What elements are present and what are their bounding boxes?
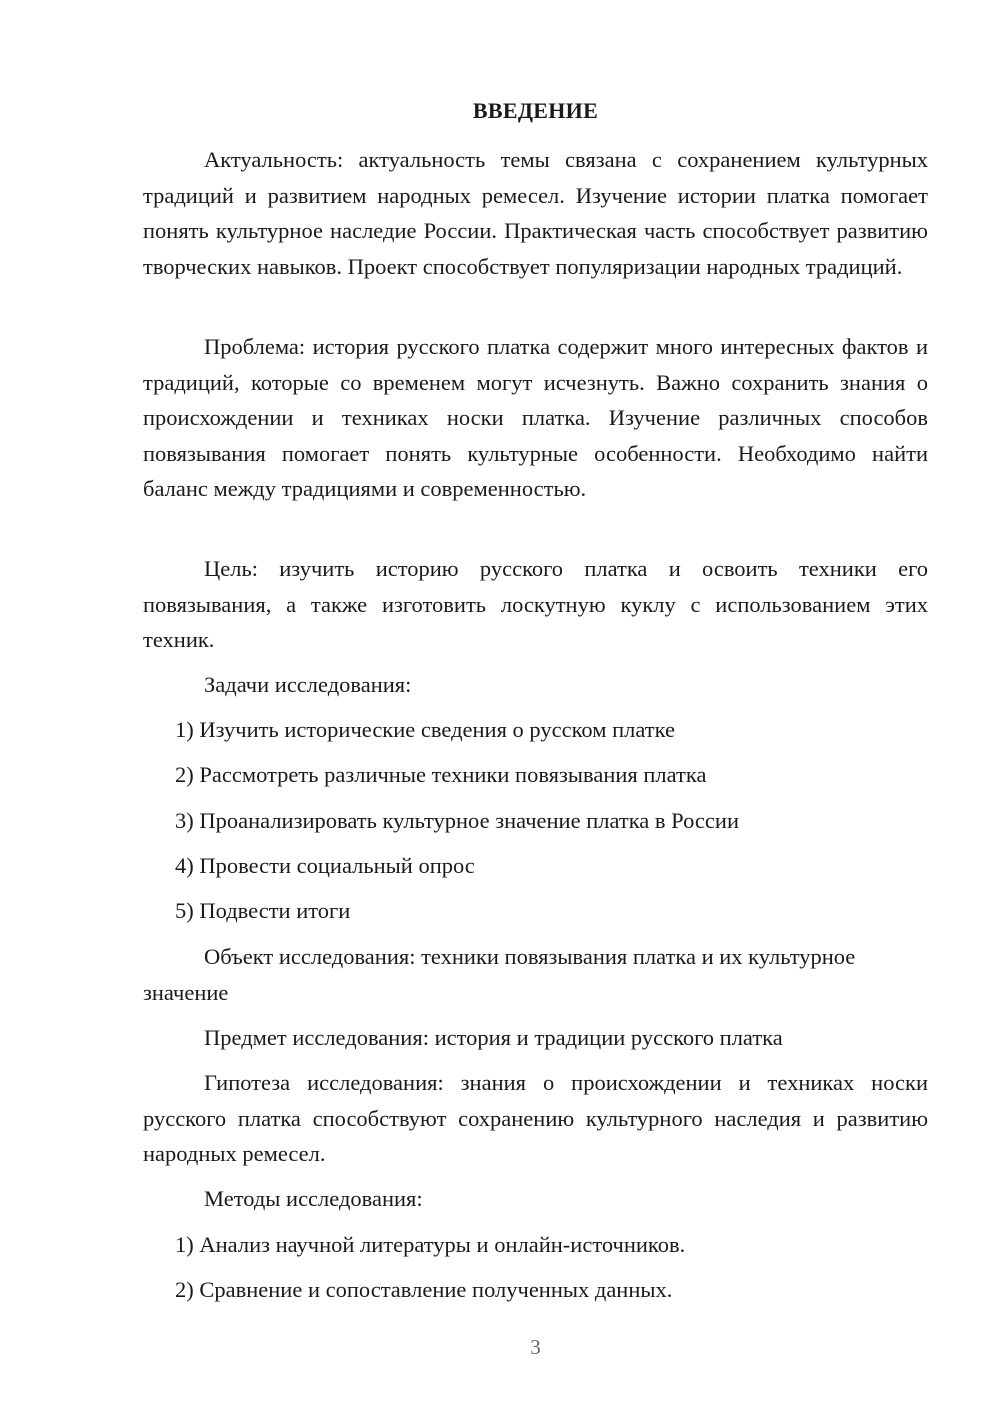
task-item: 1) Изучить исторические сведения о русском платке (175, 717, 675, 742)
object-paragraph: Объект исследования: техники повязывания платка и их культурное значение (143, 944, 856, 1005)
task-item: 4) Провести социальный опрос (175, 853, 475, 878)
task-item: 3) Проанализировать культурное значение платка в России (175, 808, 739, 833)
problem-paragraph: Проблема: история русского платка содержит много интересных фактов и традиций, которые со временем могут исчезнуть. Важно сохранить знания о происхождении и техниках носки платка. Изучение различных способов повязывания помогает понять культурные особенности. Необходимо найти баланс между традициями и современностью. (143, 334, 928, 501)
relevance-paragraph: Актуальность: актуальность темы связана с сохранением культурных традиций и развитием народных ремесел. Изучение истории платка помогает понять культурное наследие России. Практическая часть способствует развитию творческих навыков. Проект способствует популяризации народных традиций. (143, 147, 928, 279)
method-item: 1) Анализ научной литературы и онлайн-источников. (175, 1232, 686, 1257)
methods-heading: Методы исследования: (204, 1186, 423, 1211)
method-item: 2) Сравнение и сопоставление полученных данных. (175, 1277, 673, 1302)
document-page (143, 0, 928, 1414)
page-number: 3 (530, 1335, 541, 1359)
subject-paragraph: Предмет исследования: история и традиции русского платка (204, 1025, 783, 1050)
goal-paragraph: Цель: изучить историю русского платка и освоить техники его повязывания, а также изготовить лоскутную куклу с использованием этих техник. (143, 556, 928, 652)
task-item: 5) Подвести итоги (175, 898, 351, 923)
tasks-heading: Задачи исследования: (204, 672, 412, 697)
section-title: ВВЕДЕНИЕ (472, 98, 599, 123)
task-item: 2) Рассмотреть различные техники повязывания платка (175, 762, 707, 787)
hypothesis-paragraph: Гипотеза исследования: знания о происхождении и техниках носки русского платка способствуют сохранению культурного наследия и развитию народных ремесел. (143, 1070, 928, 1166)
